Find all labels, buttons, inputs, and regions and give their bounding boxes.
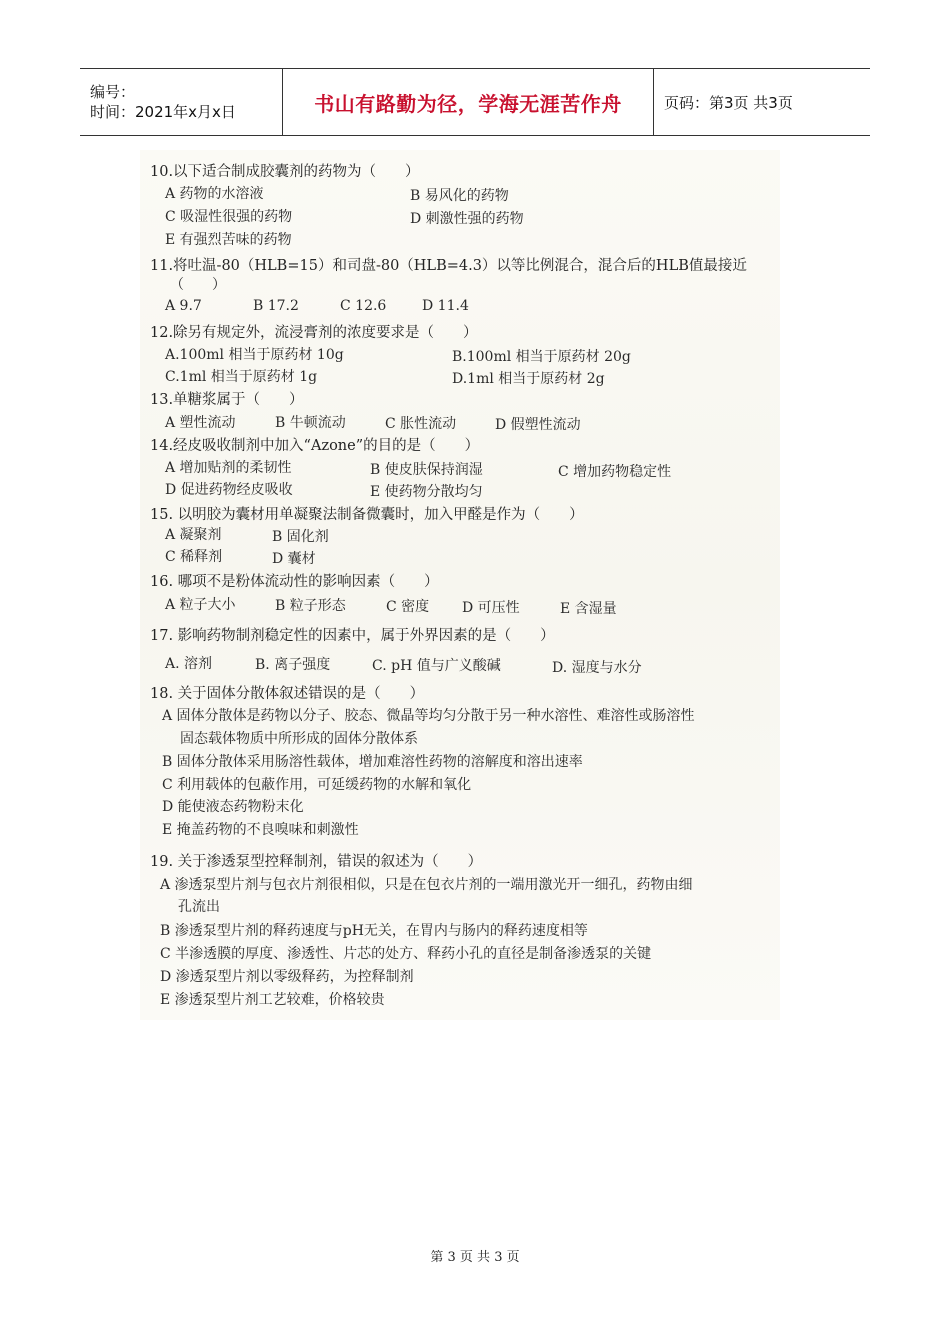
q14-option-c: C 增加药物稳定性 [558,464,672,480]
q15-option-c: C 稀释剂 [165,549,223,565]
q11-option-a: A 9.7 [165,298,202,314]
q16-option-c: C 密度 [386,599,430,615]
q11-option-d: D 11.4 [422,298,469,314]
header-meta [80,69,282,135]
q19-option-a-line1: A 渗透泵型片剂与包衣片剂很相似，只是在包衣片剂的一端用激光开一细孔，药物由细 [160,877,693,893]
q12-option-a: A.100ml 相当于原药材 10g [165,347,344,363]
q19-option-a-line2: 孔流出 [178,899,220,915]
question-15: 15. 以明胶为囊材用单凝聚法制备微囊时，加入甲醛是作为（ ） [150,507,584,523]
q16-option-e: E 含湿量 [560,601,617,617]
page-header [80,68,870,136]
q16-option-a: A 粒子大小 [165,597,236,613]
q19-option-b: B 渗透泵型片剂的释药速度与pH无关，在胃内与肠内的释药速度相等 [160,923,588,939]
q10-option-b: B 易风化的药物 [410,188,509,204]
q14-option-e: E 使药物分散均匀 [370,484,483,500]
motto: 书山有路勤为径，学海无涯苦作舟 [314,91,622,116]
q12-option-b: B.100ml 相当于原药材 20g [452,349,631,365]
q18-option-a-line1: A 固体分散体是药物以分子、胶态、微晶等均匀分散于另一种水溶性、难溶性或肠溶性 [162,708,695,724]
q13-option-c: C 胀性流动 [385,416,457,432]
q11-option-c: C 12.6 [340,298,387,314]
time-label: 时间：2021年x月x日 [90,103,236,121]
q11-option-b: B 17.2 [253,298,299,314]
page-label: 页码：第3页 共3页 [664,93,793,112]
q18-option-d: D 能使液态药物粉末化 [162,799,304,815]
q15-option-a: A 凝聚剂 [165,527,222,543]
q17-option-a: A. 溶剂 [165,656,213,672]
q13-option-d: D 假塑性流动 [495,417,581,433]
q19-option-d: D 渗透泵型片剂以零级释药，为控释制剂 [160,969,414,985]
question-10: 10.以下适合制成胶囊剂的药物为（ ） [150,164,420,180]
question-16: 16. 哪项不是粉体流动性的影响因素（ ） [150,574,439,590]
question-19: 19. 关于渗透泵型控释制剂，错误的叙述为（ ） [150,854,483,870]
q13-option-a: A 塑性流动 [165,415,236,431]
q10-option-d: D 刺激性强的药物 [410,211,524,227]
q12-option-c: C.1ml 相当于原药材 1g [165,369,318,385]
question-18: 18. 关于固体分散体叙述错误的是（ ） [150,686,425,702]
q18-option-c: C 利用载体的包蔽作用，可延缓药物的水解和氧化 [162,777,472,793]
q10-option-c: C 吸湿性很强的药物 [165,209,293,225]
q13-option-b: B 牛顿流动 [275,415,346,431]
q16-option-d: D 可压性 [462,600,520,616]
q14-option-a: A 增加贴剂的柔韧性 [165,460,292,476]
question-13: 13.单糖浆属于（ ） [150,392,304,408]
question-11: 11.将吐温-80（HLB=15）和司盘-80（HLB=4.3）以等比例混合，混合后的HLB值最接近 [150,258,747,274]
question-12: 12.除另有规定外，流浸膏剂的浓度要求是（ ） [150,325,478,341]
q19-option-c: C 半渗透膜的厚度、渗透性、片芯的处方、释药小孔的直径是制备渗透泵的关键 [160,946,652,962]
number-label: 编号： [90,83,136,101]
q10-option-a: A 药物的水溶液 [165,186,264,202]
q15-option-b: B 固化剂 [272,529,329,545]
q19-option-e: E 渗透泵型片剂工艺较难，价格较贵 [160,992,385,1008]
q10-option-e: E 有强烈苦味的药物 [165,232,292,248]
q17-option-d: D. 湿度与水分 [552,660,642,676]
q14-option-b: B 使皮肤保持润湿 [370,462,483,478]
header-page-cell [654,69,870,135]
q16-option-b: B 粒子形态 [275,598,346,614]
page-footer: 第 3 页 共 3 页 [430,1250,520,1265]
q17-option-c: C. pH 值与广义酸碱 [372,658,501,674]
q14-option-d: D 促进药物经皮吸收 [165,482,293,498]
q17-option-b: B. 离子强度 [255,657,331,673]
q18-option-b: B 固体分散体采用肠溶性载体，增加难溶性药物的溶解度和溶出速率 [162,754,583,770]
q18-option-a-line2: 固态载体物质中所形成的固体分散体系 [180,731,418,747]
q11-paren: （ ） [170,277,226,293]
q15-option-d: D 囊材 [272,551,316,567]
question-17: 17. 影响药物制剂稳定性的因素中，属于外界因素的是（ ） [150,628,555,644]
q18-option-e: E 掩盖药物的不良嗅味和刺激性 [162,822,359,838]
header-motto-cell [282,69,654,135]
q12-option-d: D.1ml 相当于原药材 2g [452,371,605,387]
question-14: 14.经皮吸收制剂中加入“Azone”的目的是（ ） [150,438,480,454]
